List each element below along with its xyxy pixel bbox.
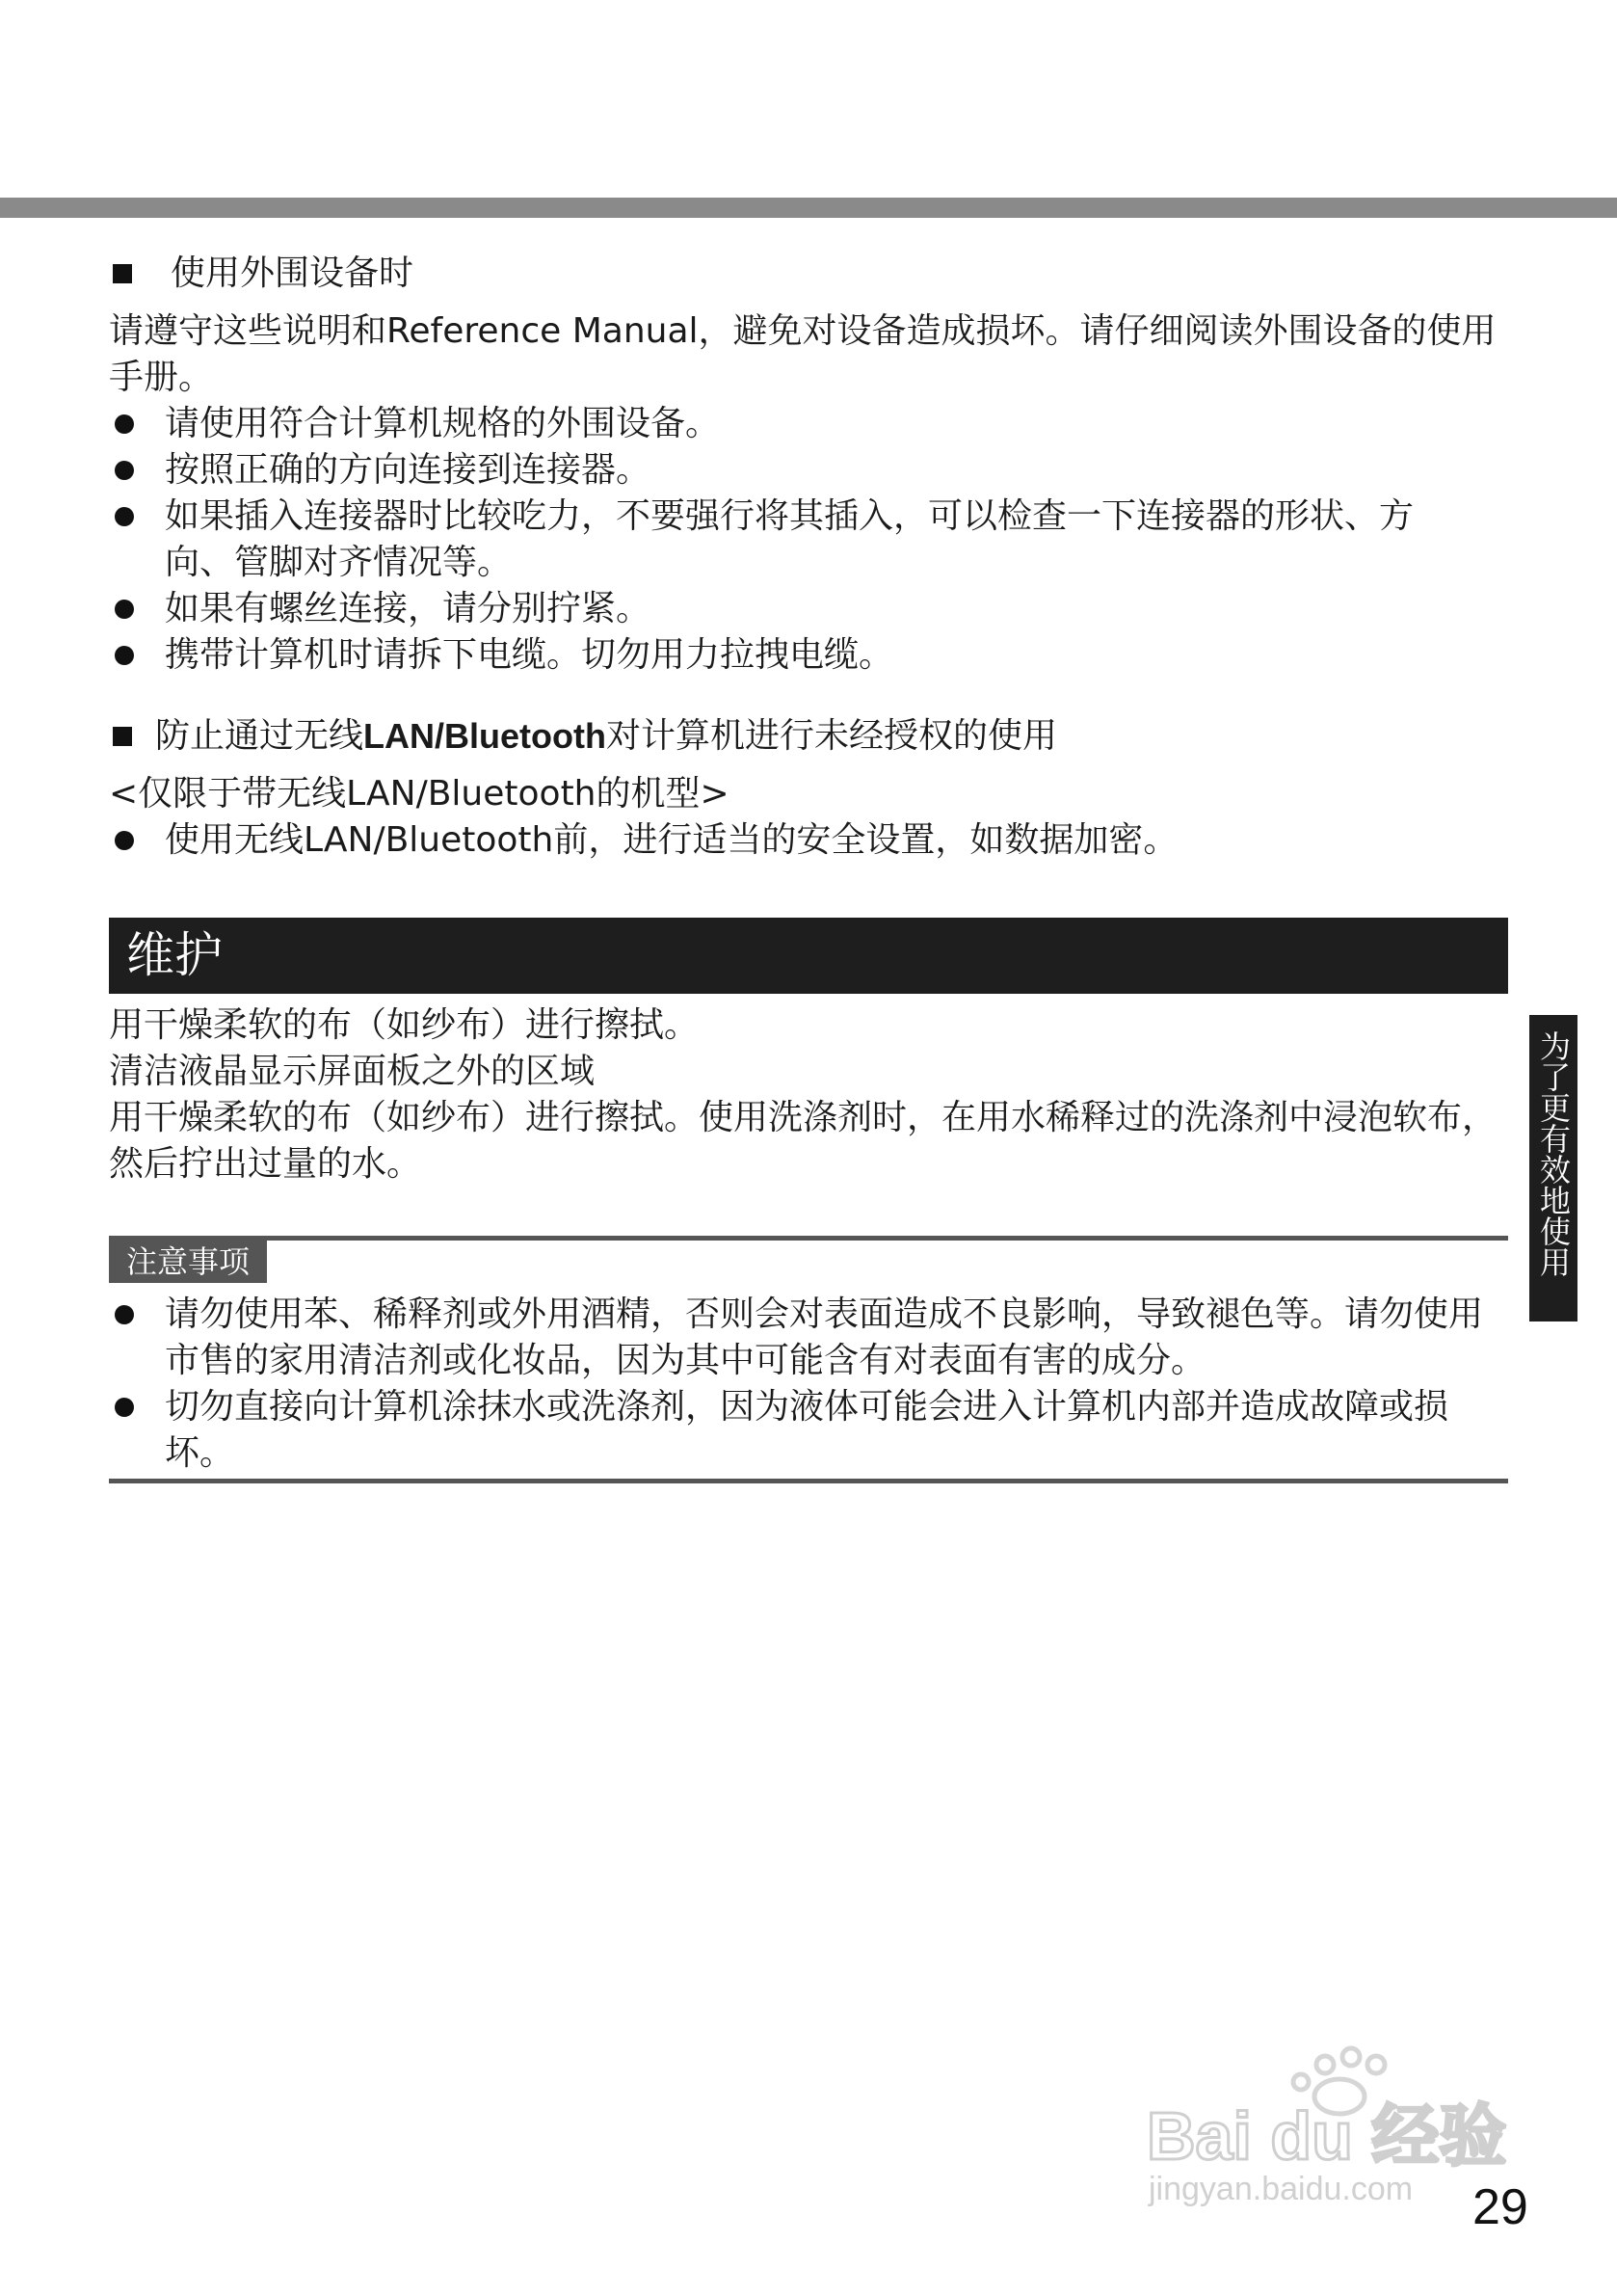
- caution-bullet-list: [109, 1292, 1506, 1477]
- bullet-dot-icon: [115, 461, 134, 480]
- list-item: 请使用符合计算机规格的外围设备。: [109, 401, 1506, 447]
- peripherals-bullet-list: [109, 401, 1506, 679]
- peripherals-heading: 使用外围设备时: [109, 251, 1506, 297]
- wireless-bullet-list: [109, 817, 1506, 864]
- bullet-dot-icon: [115, 831, 134, 850]
- list-item: 如果插入连接器时比较吃力，不要强行将其插入，可以检查一下连接器的形状、方向、管脚对齐情况等。: [109, 494, 1506, 586]
- bullet-dot-icon: [115, 600, 134, 619]
- bullet-dot-icon: [115, 507, 134, 526]
- side-chapter-tab: 为了更有效地使用: [1529, 1015, 1577, 1322]
- maintenance-title: 维护: [109, 918, 1508, 994]
- bullet-dot-icon: [115, 646, 134, 665]
- list-item: 请勿使用苯、稀释剂或外用酒精，否则会对表面造成不良影响，导致褪色等。请勿使用市售的家用清洁剂或化妆品，因为其中可能含有对表面有害的成分。: [109, 1292, 1506, 1384]
- list-item: 如果有螺丝连接，请分别拧紧。: [109, 586, 1506, 632]
- maintenance-subheading: 清洁液晶显示屏面板之外的区域: [109, 1052, 596, 1091]
- bullet-dot-icon: [115, 1305, 134, 1324]
- bullet-dot-icon: [115, 1398, 134, 1417]
- wireless-heading: 防止通过无线 LAN/Bluetooth 对计算机进行未经授权的使用: [109, 713, 1506, 760]
- wireless-section: [109, 713, 1506, 864]
- square-bullet-icon: [113, 727, 132, 746]
- caution-top-rule: [109, 1236, 1508, 1241]
- list-item: 使用无线LAN/Bluetooth前，进行适当的安全设置，如数据加密。: [109, 817, 1506, 864]
- peripherals-intro: 请遵守这些说明和Reference Manual，避免对设备造成损坏。请仔细阅读外围设备的使用手册。: [109, 311, 1497, 397]
- square-bullet-icon: [113, 264, 132, 283]
- caution-label: 注意事项: [109, 1241, 267, 1283]
- list-item: 携带计算机时请拆下电缆。切勿用力拉拽电缆。: [109, 632, 1506, 679]
- page-number: 29: [1472, 2179, 1528, 2235]
- maintenance-body: [109, 1002, 1506, 1188]
- watermark-url-text: jingyan.baidu.com: [1149, 2171, 1414, 2207]
- bullet-dot-icon: [115, 414, 134, 434]
- maintenance-line: 用干燥柔软的布（如纱布）进行擦拭。: [109, 1005, 700, 1045]
- wireless-model-note: <仅限于带无线LAN/Bluetooth的机型>: [109, 774, 729, 814]
- caution-body: [109, 1292, 1506, 1477]
- watermark-brand-text: Bai du 经验: [1147, 2098, 1507, 2174]
- peripherals-section: [109, 251, 1506, 679]
- list-item: 按照正确的方向连接到连接器。: [109, 447, 1506, 494]
- header-rule: [0, 198, 1617, 218]
- list-item: 切勿直接向计算机涂抹水或洗涤剂，因为液体可能会进入计算机内部并造成故障或损坏。: [109, 1384, 1506, 1477]
- maintenance-line: 用干燥柔软的布（如纱布）进行擦拭。使用洗涤剂时，在用水稀释过的洗涤剂中浸泡软布，然后拧出过量的水。: [109, 1098, 1498, 1184]
- caution-bottom-rule: [109, 1479, 1508, 1483]
